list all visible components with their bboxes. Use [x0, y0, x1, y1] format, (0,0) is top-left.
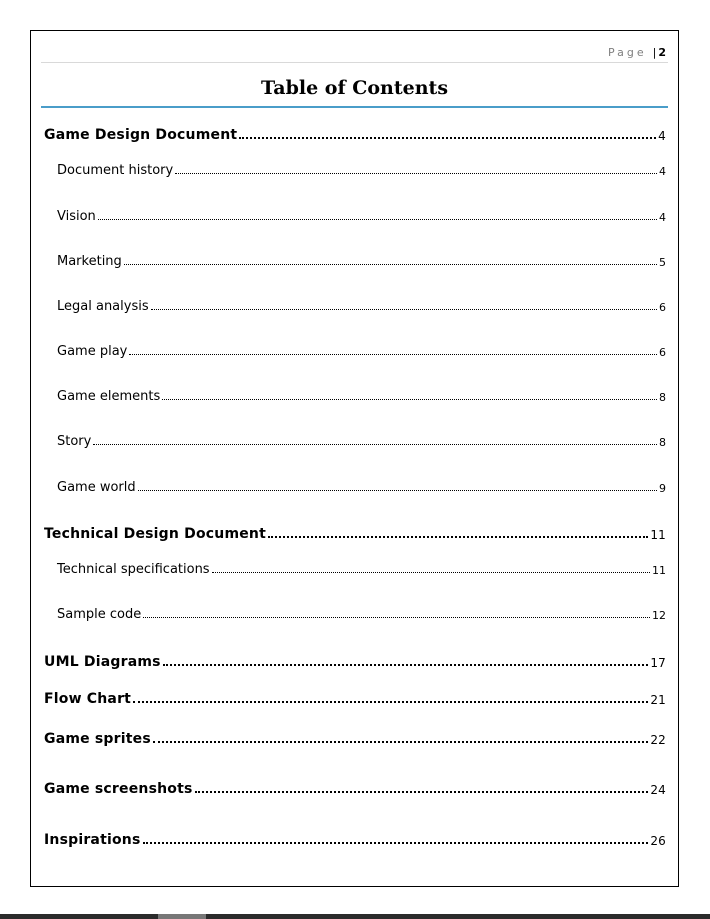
toc-entry-game-elements[interactable]: [44, 389, 666, 404]
window-bottom-bar: [0, 914, 710, 919]
toc-entry-text: Game sprites: [44, 731, 151, 747]
toc-leader: [153, 741, 648, 743]
toc-page-number: 11: [650, 528, 666, 542]
toc-entry-text: UML Diagrams: [44, 654, 161, 670]
toc-leader: [175, 173, 657, 174]
toc-entry-uml-diagrams[interactable]: [44, 654, 666, 670]
toc-entry-game-screenshots[interactable]: [44, 781, 666, 797]
toc-page-number: 9: [659, 482, 666, 495]
toc-entry-text: Game Design Document: [44, 127, 238, 143]
toc-entry-text: Flow Chart: [44, 691, 132, 707]
toc-entry-game-sprites[interactable]: [44, 731, 666, 747]
toc-entry-text: Game play: [57, 344, 128, 359]
toc-entry-marketing[interactable]: [44, 254, 666, 269]
toc-page-number: 26: [650, 834, 666, 848]
toc-entry-text: Game world: [57, 480, 136, 495]
toc-leader: [268, 536, 648, 538]
toc-entry-technical-design-document[interactable]: [44, 526, 666, 542]
toc-entry-game-play[interactable]: [44, 344, 666, 359]
toc-page-number: 17: [650, 656, 666, 670]
toc-page-number: 22: [650, 733, 666, 747]
toc-entry-text: Technical Design Document: [44, 526, 266, 542]
document-page: [30, 30, 679, 887]
toc-entry-sample-code[interactable]: [44, 607, 666, 622]
toc-entry-text: Legal analysis: [57, 299, 149, 314]
toc-leader: [195, 791, 649, 793]
page-separator: |: [652, 46, 657, 59]
toc-leader: [163, 664, 649, 666]
toc-entry-legal-analysis[interactable]: [44, 299, 666, 314]
scrollbar-thumb[interactable]: [158, 914, 206, 919]
toc-page-number: 4: [659, 165, 666, 178]
toc-page-number: 8: [659, 436, 666, 449]
toc-entry-flow-chart[interactable]: [44, 691, 666, 707]
toc-leader: [143, 617, 650, 618]
toc-leader: [133, 701, 648, 703]
toc-leader: [98, 219, 657, 220]
toc-leader: [151, 309, 657, 310]
toc-leader: [162, 399, 657, 400]
toc-page-number: 5: [659, 256, 666, 269]
toc-entry-vision[interactable]: [44, 209, 666, 224]
toc-page-number: 12: [652, 609, 666, 622]
toc-page-number: 4: [659, 211, 666, 224]
toc-page-number: 6: [659, 346, 666, 359]
toc-leader: [143, 842, 649, 844]
toc-entry-document-history[interactable]: [44, 163, 666, 178]
toc-page-number: 24: [650, 783, 666, 797]
toc-page-number: 21: [650, 693, 666, 707]
page-header: [608, 46, 666, 59]
toc-entry-text: Story: [57, 434, 92, 449]
toc-title: Table of Contents: [260, 77, 449, 99]
toc-entry-text: Game elements: [57, 389, 161, 404]
toc-leader: [239, 137, 656, 139]
toc-entry-text: Marketing: [57, 254, 122, 269]
page-label: Page: [607, 46, 647, 59]
toc-entry-text: Document history: [57, 163, 174, 178]
toc-entry-story[interactable]: [44, 434, 666, 449]
page-number: 2: [658, 46, 666, 59]
toc-entry-text: Game screenshots: [44, 781, 193, 797]
toc-leader: [212, 572, 650, 573]
toc-page-number: 8: [659, 391, 666, 404]
toc-entry-text: Sample code: [57, 607, 142, 622]
toc-leader: [93, 444, 657, 445]
toc-page-number: 4: [658, 129, 666, 143]
title-underline: [41, 106, 668, 108]
toc-page-number: 6: [659, 301, 666, 314]
toc-entry-text: Technical specifications: [57, 562, 210, 577]
header-divider: [41, 62, 668, 63]
toc-page-number: 11: [652, 564, 666, 577]
toc-entry-game-world[interactable]: [44, 480, 666, 495]
toc-entry-text: Inspirations: [44, 832, 141, 848]
toc-entry-game-design-document[interactable]: [44, 127, 666, 143]
toc-leader: [129, 354, 657, 355]
toc-entry-inspirations[interactable]: [44, 832, 666, 848]
toc-entry-technical-specifications[interactable]: [44, 562, 666, 577]
toc-leader: [138, 490, 657, 491]
toc-entry-text: Vision: [57, 209, 96, 224]
toc-leader: [124, 264, 657, 265]
